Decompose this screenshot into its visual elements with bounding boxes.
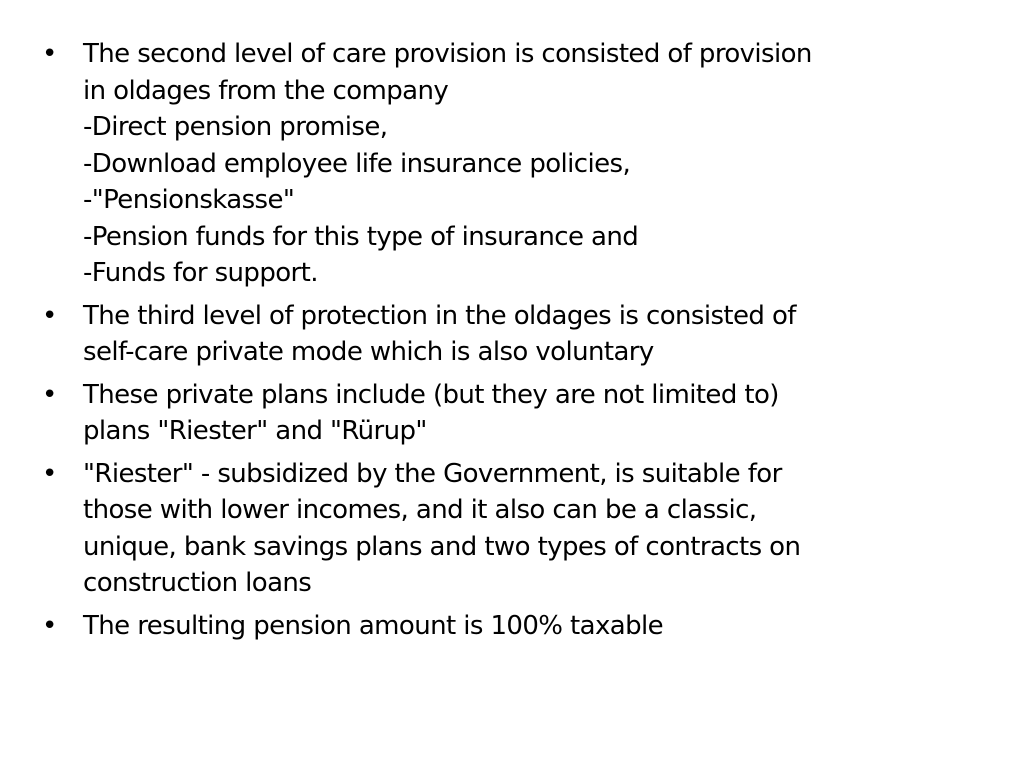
bullet-dot-icon: • <box>42 610 57 641</box>
bullet-line: those with lower incomes, and it also can be a classic, <box>83 495 757 525</box>
bullet-line: The resulting pension amount is 100% taxable <box>83 610 664 641</box>
bullet-line: self-care private mode which is also voluntary <box>83 337 654 367</box>
bullet-line: -Direct pension promise, <box>83 112 388 142</box>
bullet-line: These private plans include (but they are not limited to) <box>83 379 779 410</box>
bullet-line: -Pension funds for this type of insurance and <box>83 221 639 252</box>
bullet-line: "Riester" - subsidized by the Government, is suitable for <box>83 458 782 489</box>
bullet-item-taxable <box>42 608 1012 645</box>
bullet-line: unique, bank savings plans and two types of contracts on <box>83 531 801 562</box>
bullet-line: The third level of protection in the oldages is consisted of <box>83 300 796 331</box>
bullet-line: -"Pensionskasse" <box>83 185 295 215</box>
bullet-line: construction loans <box>83 568 312 598</box>
bullet-item-third-level <box>42 298 1012 371</box>
bullet-line: -Download employee life insurance policies, <box>83 148 631 179</box>
bullet-item-riester <box>42 456 1012 602</box>
bullet-list <box>42 36 1012 650</box>
bullet-item-second-level <box>42 36 1012 292</box>
bullet-dot-icon: • <box>42 300 57 331</box>
bullet-line: plans "Riester" and "Rürup" <box>83 416 427 446</box>
bullet-dot-icon: • <box>42 39 57 69</box>
bullet-dot-icon: • <box>42 458 57 489</box>
bullet-dot-icon: • <box>42 379 57 410</box>
bullet-item-private-plans <box>42 377 1012 450</box>
bullet-line: -Funds for support. <box>83 258 318 288</box>
bullet-line: The second level of care provision is consisted of provision <box>83 39 812 69</box>
bullet-line: in oldages from the company <box>83 75 449 106</box>
